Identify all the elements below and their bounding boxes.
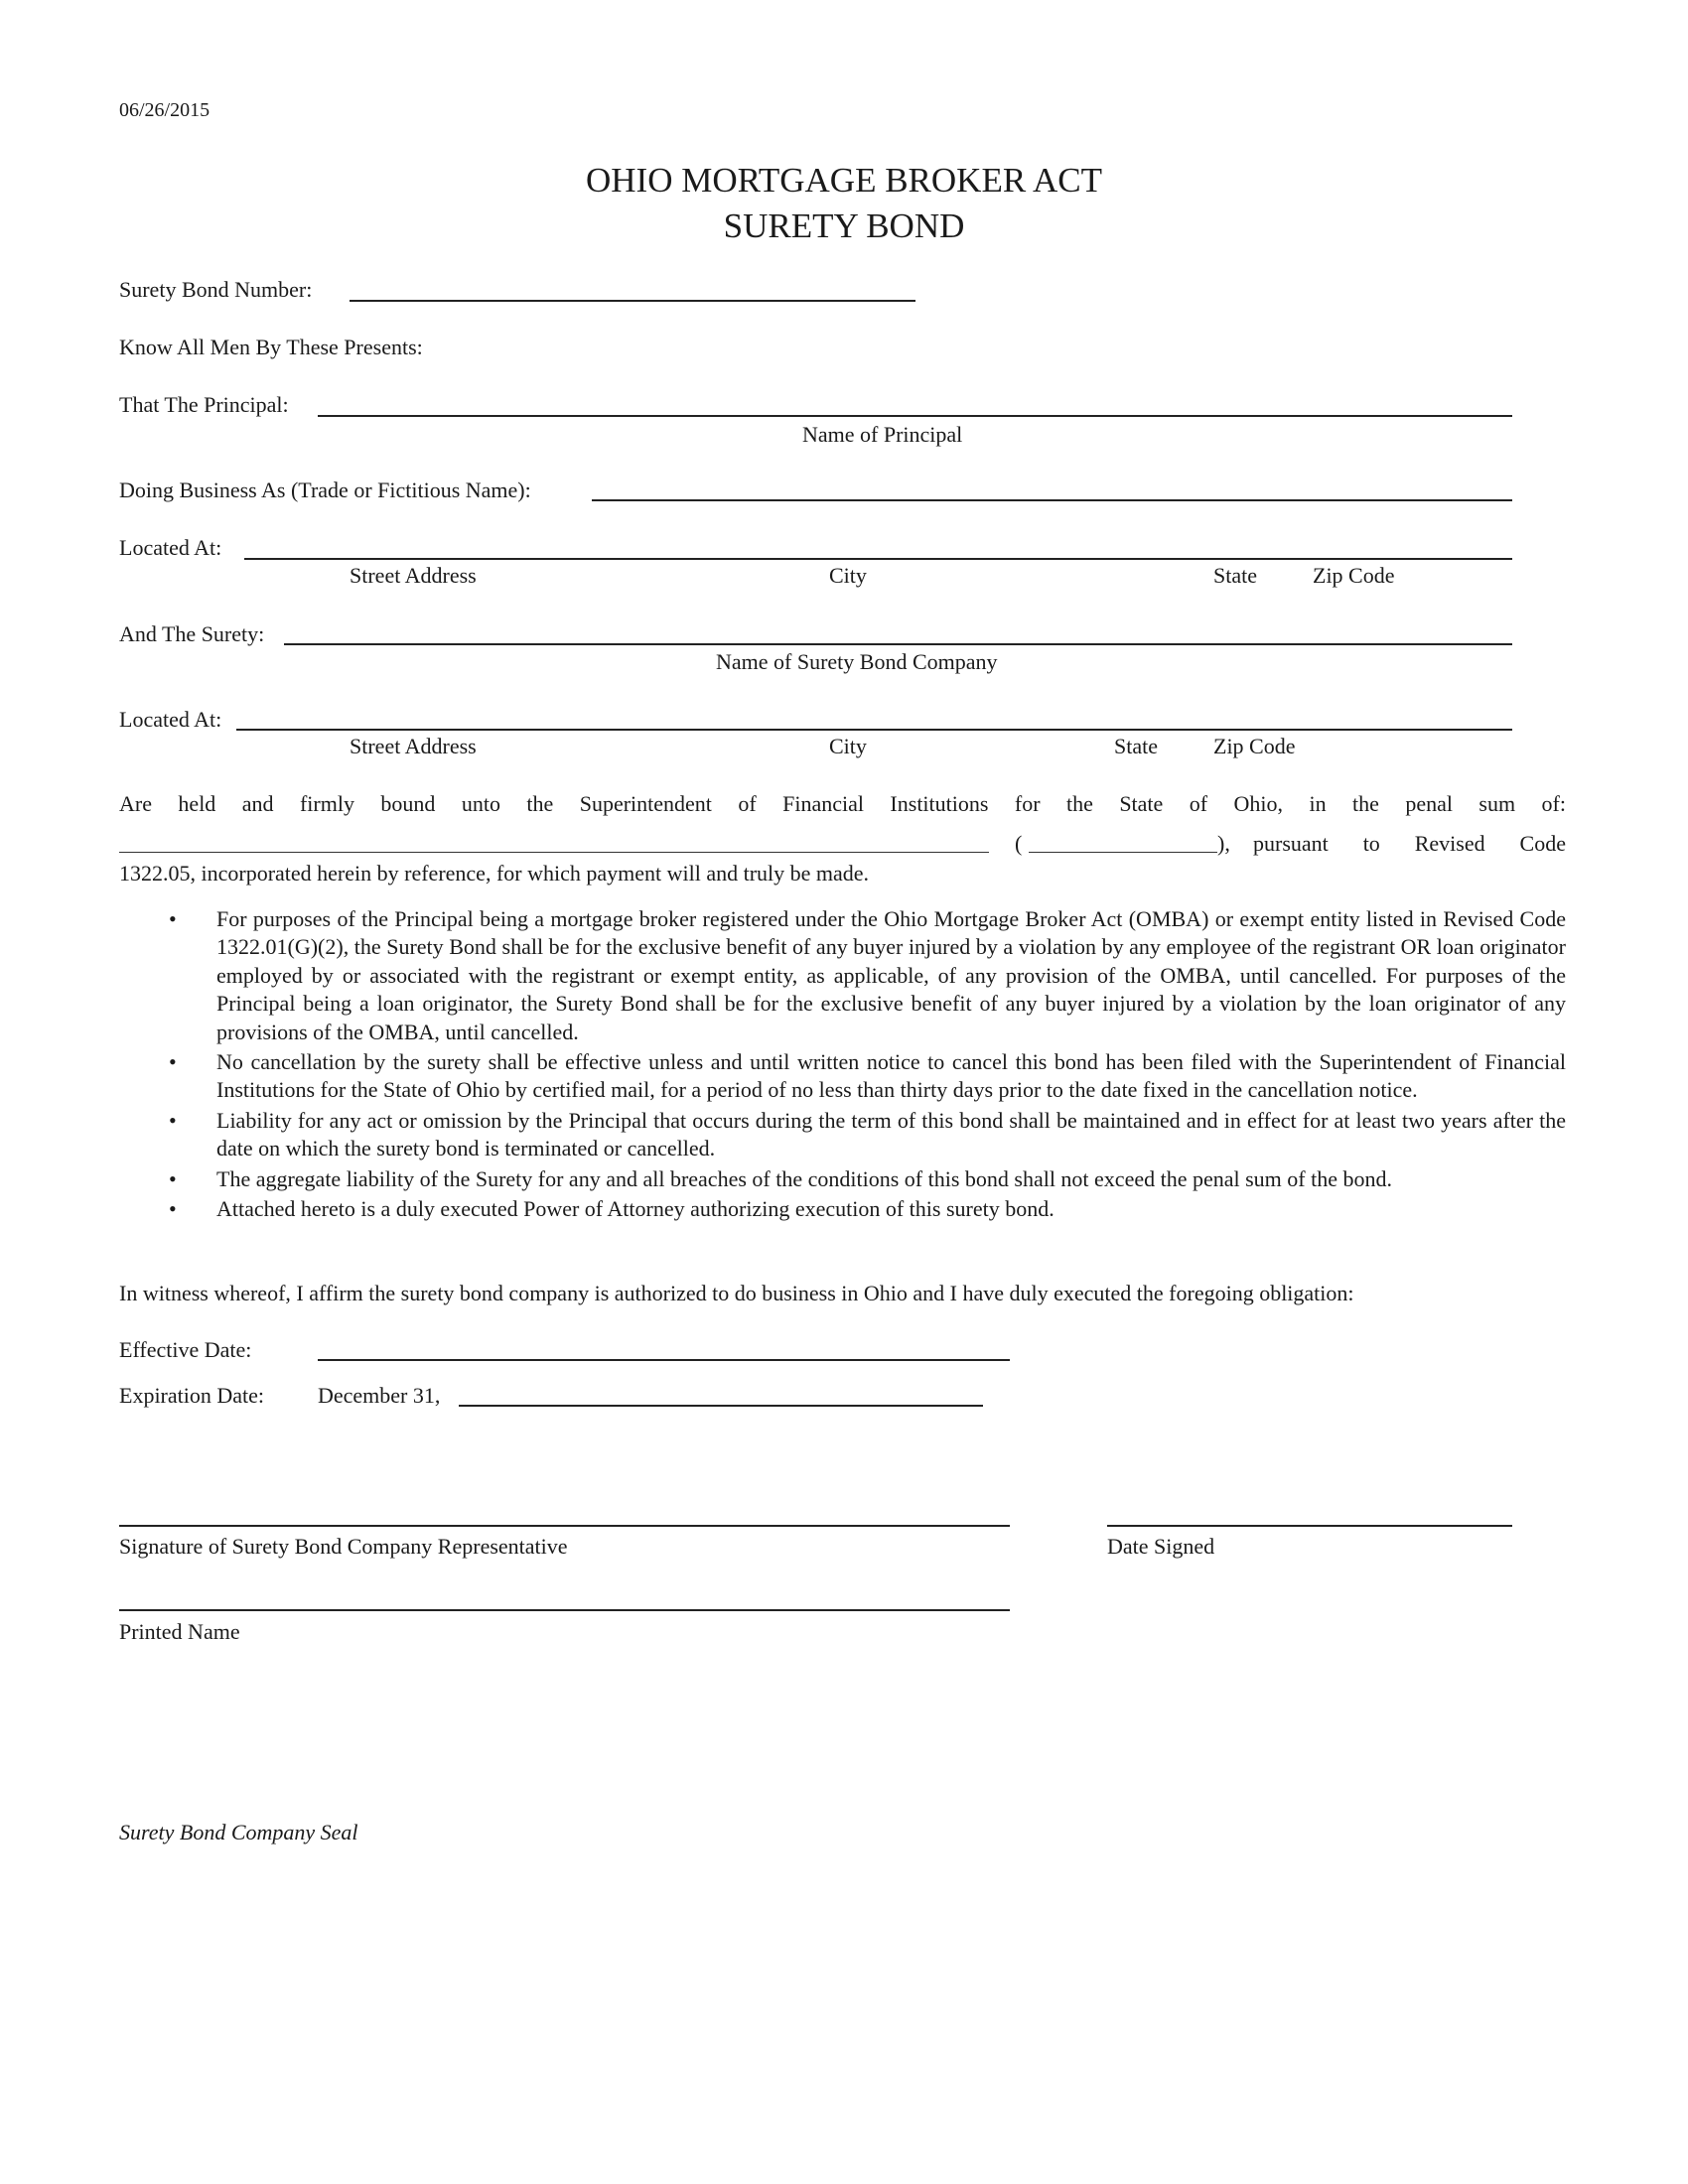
bond-number-label: Surety Bond Number:: [119, 277, 313, 302]
signature-label: Signature of Surety Bond Company Representative: [119, 1534, 568, 1559]
bond-number-field[interactable]: [350, 300, 915, 302]
principal-city-caption: City: [829, 563, 867, 588]
penal-sum-paren-close: ),: [1217, 831, 1230, 856]
list-item: [119, 905, 1566, 1046]
principal-label: That The Principal:: [119, 392, 289, 417]
principal-zip-caption: Zip Code: [1313, 563, 1395, 588]
document-title-line1: OHIO MORTGAGE BROKER ACT: [586, 161, 1102, 200]
printed-name-field[interactable]: [119, 1609, 1010, 1611]
condition-text: For purposes of the Principal being a mortgage broker registered under the Ohio Mortgage Broker Act (OMBA) or exempt entity listed in Revised Code 1322.01(G)(2), the Surety Bond shall be for the exclusive benefit of any buyer injured by a violation by any employee of the registrant OR loan originator employed by or associated with the registrant or exempt entity, as applicable, of any provision of the OMBA, until cancelled. For purposes of the Principal being a loan originator, the Surety Bond shall be for the exclusive benefit of any buyer injured by a violation by the loan originator of any provisions of the OMBA, until cancelled.: [216, 906, 1566, 1044]
surety-city-caption: City: [829, 734, 867, 758]
list-item: [119, 1107, 1566, 1163]
surety-caption: Name of Surety Bond Company: [716, 649, 998, 674]
effective-date-field[interactable]: [318, 1359, 1010, 1361]
dba-field[interactable]: [592, 499, 1512, 501]
condition-text: The aggregate liability of the Surety for any and all breaches of the conditions of this bond shall not exceed the penal sum of the bond.: [216, 1165, 1392, 1191]
signature-field[interactable]: [119, 1525, 1010, 1527]
bullet-icon: •: [169, 906, 177, 931]
expiration-date-prefix: December 31,: [318, 1383, 441, 1408]
condition-text: Attached hereto is a duly executed Power of Attorney authorizing execution of this surety bond.: [216, 1196, 1055, 1222]
know-all-men-text: Know All Men By These Presents:: [119, 335, 423, 359]
list-item: [119, 1048, 1566, 1105]
list-item: [119, 1195, 1566, 1223]
surety-located-label: Located At:: [119, 707, 222, 732]
principal-caption: Name of Principal: [802, 422, 963, 447]
witness-statement: In witness whereof, I affirm the surety bond company is authorized to do business in Ohio and I have duly executed the foregoing obligation:: [119, 1281, 1354, 1305]
bullet-icon: •: [169, 1165, 177, 1191]
surety-zip-caption: Zip Code: [1213, 734, 1296, 758]
effective-date-label: Effective Date:: [119, 1337, 252, 1362]
surety-state-caption: State: [1114, 734, 1158, 758]
principal-name-field[interactable]: [318, 415, 1512, 417]
date-signed-label: Date Signed: [1107, 1534, 1215, 1559]
held-bound-line2-tail: pursuant to Revised Code: [1253, 831, 1566, 856]
principal-street-caption: Street Address: [350, 563, 477, 588]
penal-sum-words-field[interactable]: [119, 852, 989, 853]
conditions-list: [119, 905, 1566, 1225]
list-item: [119, 1165, 1566, 1193]
principal-state-caption: State: [1213, 563, 1257, 588]
held-bound-line1: Are held and firmly bound unto the Superintendent of Financial Institutions for the State of Ohio, in the penal sum of:: [119, 791, 1566, 816]
expiration-date-label: Expiration Date:: [119, 1383, 265, 1408]
bullet-icon: •: [169, 1107, 177, 1133]
bullet-icon: •: [169, 1196, 177, 1222]
penal-sum-paren-open: (: [1015, 831, 1023, 856]
surety-label: And The Surety:: [119, 621, 265, 646]
principal-address-field[interactable]: [244, 558, 1512, 560]
principal-located-label: Located At:: [119, 535, 222, 560]
surety-address-field[interactable]: [236, 729, 1512, 731]
printed-name-label: Printed Name: [119, 1619, 240, 1644]
document-date: 06/26/2015: [119, 99, 211, 121]
company-seal-label: Surety Bond Company Seal: [119, 1820, 358, 1844]
condition-text: No cancellation by the surety shall be effective unless and until written notice to cancel this bond has been filed with the Superintendent of Financial Institutions for the State of Ohio by certified mail, for a period of no less than thirty days prior to the date fixed in the cancellation notice.: [216, 1049, 1566, 1103]
bullet-icon: •: [169, 1049, 177, 1075]
document-title-line2: SURETY BOND: [723, 206, 965, 245]
dba-label: Doing Business As (Trade or Fictitious Name):: [119, 478, 531, 502]
surety-street-caption: Street Address: [350, 734, 477, 758]
held-bound-line3: 1322.05, incorporated herein by reference, for which payment will and truly be made.: [119, 861, 870, 886]
date-signed-field[interactable]: [1107, 1525, 1512, 1527]
expiration-year-field[interactable]: [459, 1405, 983, 1407]
penal-sum-amount-field[interactable]: [1029, 852, 1217, 853]
condition-text: Liability for any act or omission by the Principal that occurs during the term of this bond shall be maintained and in effect for at least two years after the date on which the surety bond is terminated or cancelled.: [216, 1107, 1566, 1161]
surety-name-field[interactable]: [284, 643, 1512, 645]
